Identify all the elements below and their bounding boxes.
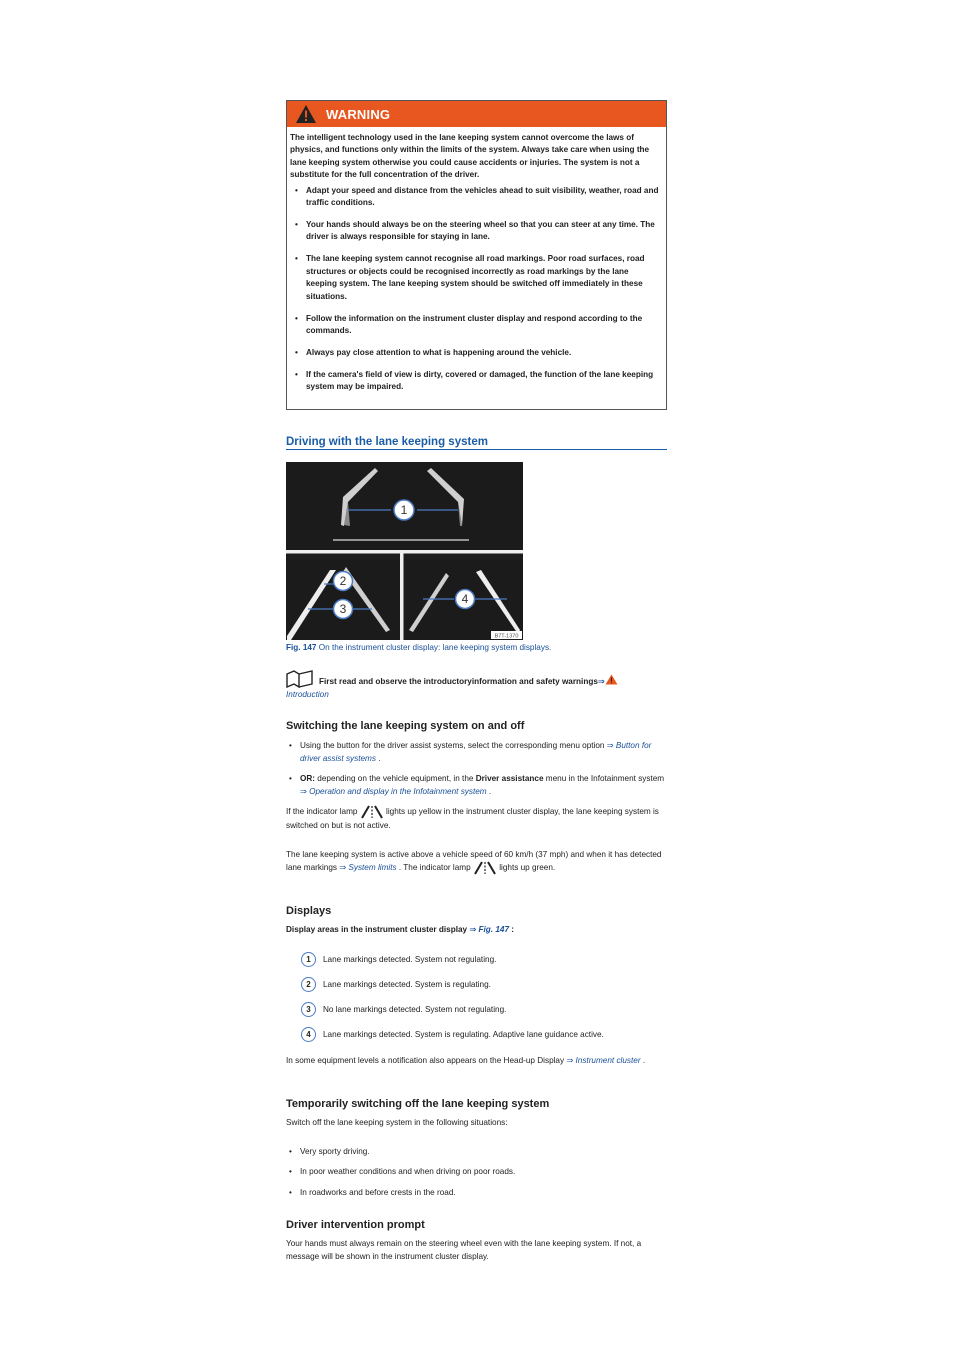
warning-title: WARNING	[326, 106, 391, 122]
display-item	[301, 977, 491, 992]
warning-intro: The intelligent technology used in the lane keeping system cannot overcome the laws of physics, and functions only within the limits of the system. Always take care when using the lane keeping system otherwise you could cause accidents or injuries. The system is not a substitute for the full concentration of the driver.	[290, 133, 650, 180]
paragraph-text: lights up green.	[496, 863, 556, 873]
read-first-text: First read and observe the introductoryinformation and safety warnings	[319, 677, 598, 686]
switching-bullet	[289, 772, 667, 798]
subheading-text: Display areas in the instrument cluster display	[286, 925, 470, 934]
paragraph-text: The lane keeping system is active above a vehicle speed of 60 km/h (37 mph) and when it has detected lane markings	[286, 850, 662, 873]
lane-lamp-icon	[473, 861, 497, 875]
section-title: Driving with the lane keeping system	[286, 436, 667, 450]
display-item-text: Lane markings detected. System is regulating.	[323, 980, 491, 989]
intervention-text: Your hands must always remain on the steering wheel even with the lane keeping system. If not, a message will be shown in the instrument cluster display.	[286, 1239, 642, 1261]
figure-caption	[286, 643, 551, 652]
temporarily-bullet: • Very sporty driving.	[289, 1145, 667, 1158]
book-icon	[286, 670, 313, 688]
hud-paragraph	[286, 1054, 667, 1067]
or-label: OR:	[300, 774, 316, 783]
displays-subheading	[286, 923, 667, 936]
warning-item: • Follow the information on the instrument cluster display and respond according to the commands.	[290, 313, 660, 338]
intervention-heading: Driver intervention prompt	[286, 1219, 425, 1231]
system-limits-link[interactable]: ⇒ System limits	[339, 863, 397, 873]
switching-heading: Switching the lane keeping system on and off	[286, 720, 525, 732]
display-item	[301, 952, 496, 967]
switching-bullet	[289, 739, 667, 765]
number-badge: 3	[301, 1002, 316, 1017]
display-item-text: No lane markings detected. System not regulating.	[323, 1005, 507, 1014]
displays-heading: Displays	[286, 905, 332, 917]
warning-item: • Your hands should always be on the steering wheel so that you can steer at any time. The driver is always responsible for staying in lane.	[290, 219, 660, 244]
paragraph-end: .	[640, 1056, 646, 1065]
temporarily-heading: Temporarily switching off the lane keeping system	[286, 1098, 550, 1110]
display-item-text: Lane markings detected. System is regulating. Adaptive lane guidance active.	[323, 1030, 604, 1039]
number-badge: 4	[301, 1027, 316, 1042]
warning-item: • If the camera's field of view is dirty, covered or damaged, the function of the lane keeping system may be impaired.	[290, 369, 660, 394]
warning-item: • The lane keeping system cannot recognise all road markings. Poor road surfaces, road structures or objects could be recognised incorrectly as road markings by the lane keeping system. The lane keeping system should be switched off immediately in these situations.	[290, 253, 660, 303]
paragraph-text: . The indicator lamp	[396, 863, 473, 873]
display-item	[301, 1027, 604, 1042]
fig-147-link[interactable]: ⇒ Fig. 147	[469, 925, 509, 934]
number-badge: 2	[301, 977, 316, 992]
figure-label: 1	[400, 503, 408, 517]
display-item-text: Lane markings detected. System not regulating.	[323, 955, 497, 964]
caption-text: On the instrument cluster display: lane keeping system displays.	[316, 643, 552, 652]
warning-triangle-icon[interactable]	[605, 674, 618, 685]
introduction-link[interactable]: Introduction	[286, 690, 329, 699]
warning-header	[287, 101, 666, 127]
temporarily-intro: Switch off the lane keeping system in the following situations:	[286, 1118, 508, 1127]
bullet-text: menu in the Infotainment system	[543, 774, 665, 783]
temporarily-bullet: • In roadworks and before crests in the road.	[289, 1186, 667, 1199]
temporarily-bullet: • In poor weather conditions and when driving on poor roads.	[289, 1165, 667, 1178]
indicator-paragraph	[286, 805, 667, 832]
warning-box	[286, 100, 667, 410]
subheading-end: :	[509, 925, 515, 934]
bullet-end: .	[375, 754, 381, 763]
figure-label: 2	[339, 574, 347, 588]
lane-lamp-icon	[360, 805, 384, 819]
button-assist-link[interactable]: ⇒ Button for driver assist systems	[300, 741, 652, 763]
figure-code: B7T-1370	[494, 633, 519, 640]
lane-keeping-figure	[286, 462, 523, 640]
active-paragraph	[286, 848, 667, 875]
paragraph-text: If the indicator lamp	[286, 807, 360, 817]
paragraph-text: In some equipment levels a notification also appears on the Head-up Display	[286, 1056, 567, 1065]
warning-list	[290, 185, 660, 394]
number-badge: 1	[301, 952, 316, 967]
bullet-end: .	[486, 787, 492, 796]
figure-label: 3	[339, 602, 347, 616]
paragraph-text: lights up yellow in the instrument cluster display, the lane keeping system is switched on but is not active.	[286, 807, 659, 830]
read-first-arrow[interactable]: ⇒	[597, 677, 605, 686]
figure-label: 4	[461, 592, 469, 606]
caption-number: Fig. 147	[286, 643, 317, 652]
warning-triangle-icon	[295, 104, 317, 124]
warning-item: • Adapt your speed and distance from the vehicles ahead to suit visibility, weather, road and traffic conditions.	[290, 185, 660, 210]
instrument-cluster-link[interactable]: ⇒ Instrument cluster	[566, 1056, 641, 1065]
warning-item: • Always pay close attention to what is happening around the vehicle.	[290, 347, 660, 359]
driver-assistance-label: Driver assistance	[475, 774, 544, 783]
infotainment-link[interactable]: ⇒ Operation and display in the Infotainment system	[300, 787, 487, 796]
bullet-text: depending on the vehicle equipment, in the	[315, 774, 476, 783]
display-item	[301, 1002, 506, 1017]
bullet-text: Using the button for the driver assist systems, select the corresponding menu option	[300, 741, 607, 750]
